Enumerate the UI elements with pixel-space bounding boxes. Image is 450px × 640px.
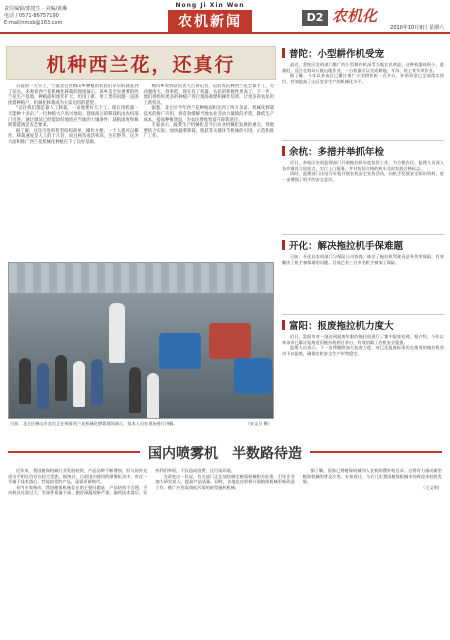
column-divider xyxy=(282,234,444,235)
section-masthead xyxy=(145,2,275,32)
right-article-title: 富阳：报废拖拉机力度大 xyxy=(289,321,394,332)
title-marker xyxy=(282,320,285,330)
title-marker xyxy=(282,48,285,58)
editor-line: 责任编辑/郭建生 · 美编/黄琳 xyxy=(4,6,68,12)
photo-person xyxy=(37,363,49,409)
photo-person xyxy=(129,367,141,413)
right-article-title: 开化：解决拖拉机手保难题 xyxy=(289,241,404,252)
right-article-yuhang xyxy=(282,144,444,182)
right-paragraph: 日前，开化县农机部门与保险公司协商，推出了拖拉机驾驶员意外伤害保险，有效解决了机手参保难的问题。目前已有三百多名机手参加了保险。 xyxy=(282,254,444,265)
bottom-article-body xyxy=(8,468,442,634)
right-article-body xyxy=(282,334,444,356)
main-paragraph: 日前的一天早上，宁波北仑区梅山乡种植的农民们早早的就赶到了田头，来观看西兰花机械化移栽的现场演示。该乡是全省重要的西兰花生产基地，种植面积逐年扩大，但用工难、用工贵的问题一直困扰着种植户，机械化移栽成为大家迫切的愿望。 xyxy=(8,84,139,106)
right-paragraph: 最近，普陀区农机部门推广的小型耕作机深受当地农民欢迎。这种机器体积小、重量轻，适合在海岛丘陵山地作业，一台机器可以完成耕地、开沟、培土等多项作业。 xyxy=(282,62,444,73)
section-pinyin: Nong Ji Xin Wen xyxy=(175,2,245,9)
bottom-headline-wrap xyxy=(0,443,450,463)
right-article-putuo xyxy=(282,46,444,84)
main-paragraph: 专家表示，蔬菜生产机械化是今后农业机械化发展的重点，各地要结合实际，加快蔬菜移栽、收获等关键环节机械的引进、示范和推广工作。 xyxy=(143,123,274,140)
right-article-header xyxy=(282,318,444,334)
header-meta xyxy=(4,6,67,27)
main-paragraph: 据了解，这次引进的机型结构简单、操作方便，一个人就可以操作，移栽速度是人工的十几倍，而且秧苗成活率高，生长整齐。这为大面积推广西兰花机械化种植打下了良好基础。 xyxy=(8,128,139,145)
photo-person xyxy=(73,361,85,407)
right-paragraph: 监理人员表示，下一步将继续加大检查力度，对已达报废标准仍在使用的拖拉机坚决予以报废，确保农机安全生产形势稳定。 xyxy=(282,345,444,356)
photo-person xyxy=(55,355,67,401)
newspaper-brand: 农机化 xyxy=(332,7,378,25)
right-article-header xyxy=(282,46,444,62)
email-line: E-mail/nmxb@163.com xyxy=(4,20,63,26)
photo-machine xyxy=(209,323,251,359)
phone-line: 电话 / 0571-86757190 xyxy=(4,13,59,19)
main-headline: 机种西兰花，还真行 xyxy=(46,53,236,76)
main-article-body xyxy=(8,84,274,260)
bottom-paragraph: 业内专家指出，我国植保机械存在的主要问题是：产品结构不合理，手动机具比重过大；零部件质量不高，跑冒滴漏现象严重；施药技术落后，农药利用率低，不仅造成浪费，还污染环境。 xyxy=(8,468,235,496)
photo-caption xyxy=(10,421,272,427)
right-article-body xyxy=(282,254,444,265)
photo-person xyxy=(147,373,159,419)
issue-date: 2010年10月9日 星期六 xyxy=(390,25,444,31)
main-paragraph: 据悉，北仑区今年西兰花种植面积达到了两万多亩，机械化移栽技术的推广应用，将有效缓解当地农业劳动力紧缺的矛盾，降低生产成本，提高种植效益，为农民增收致富开辟新途径。 xyxy=(143,106,274,123)
right-article-kaihua xyxy=(282,238,444,265)
title-marker xyxy=(282,146,285,156)
photo-shed-roof xyxy=(9,263,274,293)
right-paragraph: 近日，富阳市对一批达到报废年限的拖拉机进行了集中报废处理。据介绍，今年以来该市已累计报废老旧拖拉机两百余台，有效消除了农机安全隐患。 xyxy=(282,334,444,345)
right-article-header xyxy=(282,144,444,160)
bottom-paragraph: 为改变这一状况，有关部门正在加快制定植保机械相关标准，引导企业加大研发投入，提高产品质量。同时，各地也在积极开展植保机械更新改造工作，推广应用高效低污染的新型施药机械。 xyxy=(155,473,295,490)
photo-person xyxy=(19,358,31,404)
photo-credit: （宋文旦 摄） xyxy=(245,421,272,426)
bottom-paragraph: 据了解，国家已将植保机械列入农机购置补贴目录，这将有力推动新型植保机械的普及应用。专家预计，今后几年我国植保机械市场将迎来较快发展。 xyxy=(302,468,442,485)
photo-caption-text: 日前，北仑区梅山乡农民正在观看西兰花机械化移栽现场演示，技术人员在现场进行讲解。 xyxy=(10,421,178,426)
photo-speaker xyxy=(109,303,125,363)
page-number-badge: D2 xyxy=(302,10,328,26)
photo-person xyxy=(91,359,103,405)
section-title: 农机新闻 xyxy=(168,10,252,32)
right-article-fuyang xyxy=(282,318,444,356)
page-header xyxy=(0,0,450,34)
right-article-header xyxy=(282,238,444,254)
header-rule xyxy=(0,32,450,34)
column-divider xyxy=(282,140,444,141)
bottom-author: （王文明） xyxy=(421,484,442,490)
right-column xyxy=(282,46,444,436)
right-article-body xyxy=(282,62,444,84)
main-paragraph: “以往我们都是靠人工移栽，一亩地要好几个工，现在用机器一天能种十多亩。”一位种植大户高兴地说。现场演示的移栽机由农机部门引进，通过调试已经能较好地适应当地的土壤条件，栽植深度和株距都能满足农艺要求。 xyxy=(8,106,139,129)
photo-machine xyxy=(159,333,201,369)
bottom-paragraph: 近年来，我国植保机械行业发展较快，产品品种不断增加，但与国外先进水平相比仍存在较大差距。据统计，目前国内使用的喷雾机具中，有近一半属于技术落后、性能较差的产品，亟需更新换代。 xyxy=(8,468,148,485)
bottom-headline: 国内喷雾机 半数路待造 xyxy=(140,446,310,462)
bottom-banner xyxy=(0,440,450,464)
main-headline-box xyxy=(6,46,276,80)
column-divider xyxy=(282,314,444,315)
right-paragraph: 据了解，今年以来该区已累计推广小型耕作机一百多台，补贴资金已全部落实到位，有效提高了山区农业生产的机械化水平。 xyxy=(282,73,444,84)
title-marker xyxy=(282,240,285,250)
right-article-title: 普陀：小型耕作机受宠 xyxy=(289,49,385,60)
news-photo xyxy=(8,262,274,419)
right-article-body xyxy=(282,160,444,182)
right-paragraph: 同时，监理部门还结合年检开展农机安全宣传活动，向机手发放安全知识资料，进一步增强了机手的安全意识。 xyxy=(282,171,444,182)
right-article-title: 余杭：多措并举抓年检 xyxy=(289,147,385,158)
main-paragraph: 梅山乡农机站负责人告诉记者，以前农民种西兰花全靠手工，劳动强度大，效率低，现在有了机器，农民的积极性更高了。下一步，他们将组织更多的种植户进行现场观摩和操作培训，让更多的农民用上新机具。 xyxy=(143,84,274,106)
right-paragraph: 近日，余杭区农机监理部门开展拖拉机年度检验工作。为方便农民，监理人员深入各乡镇设立检验点，实行上门服务，并对检验合格的机车及时发放合格标志。 xyxy=(282,160,444,171)
photo-machine xyxy=(234,358,272,394)
